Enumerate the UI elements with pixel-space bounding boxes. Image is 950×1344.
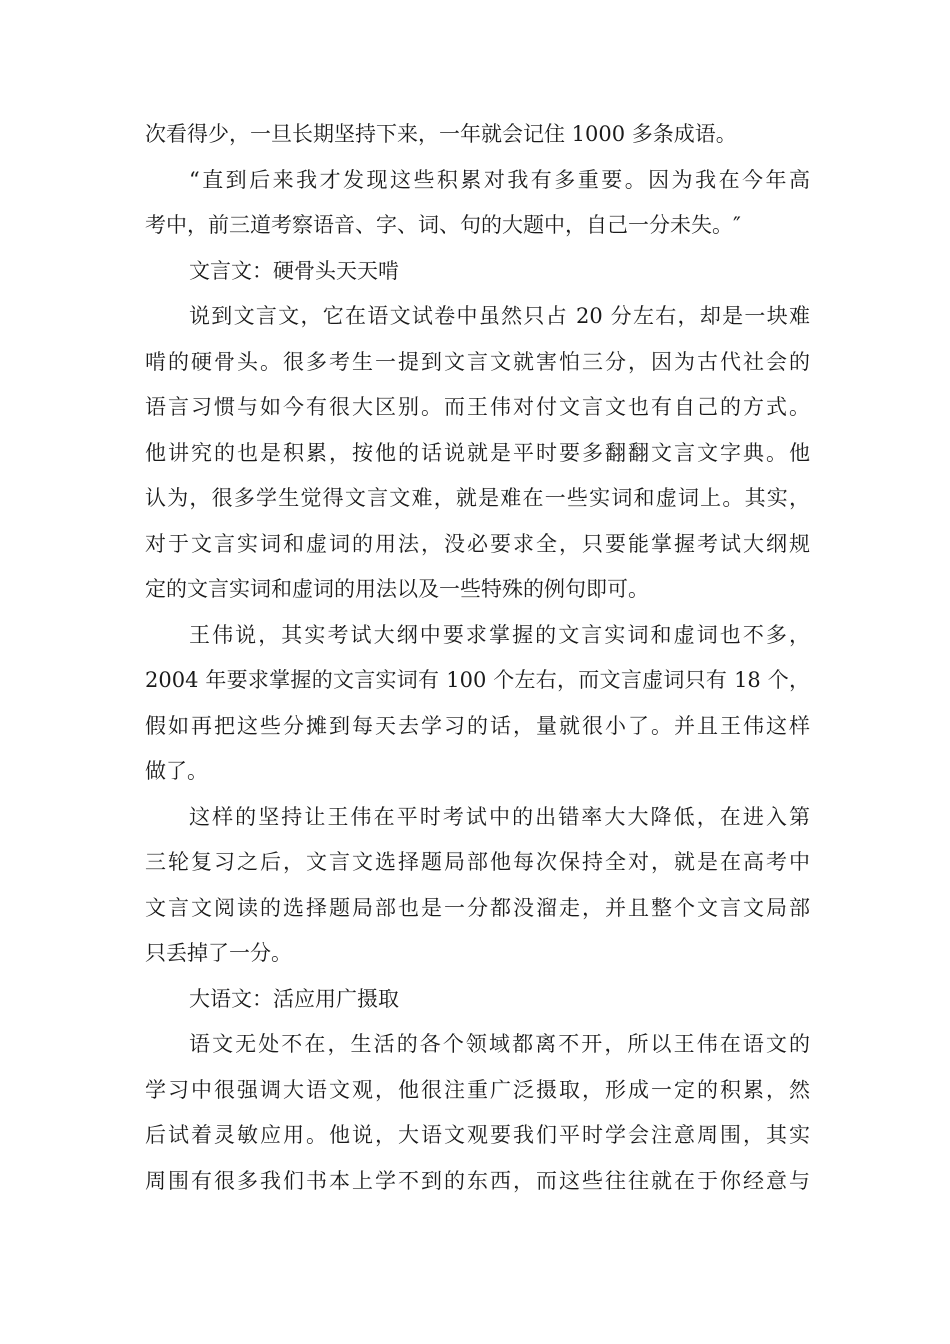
text-line: “直到后来我才发现这些积累对我有多重要。因为我在今年高 [189,167,810,192]
text-line: 这样的坚持让王伟在平时考试中的出错率大大降低，在进入第 [189,804,810,829]
text-line: 考中，前三道考察语音、字、词、句的大题中，自己一分未失。″ [145,213,741,237]
text-line: 对于文言实词和虚词的用法，没必要求全，只要能掌握考试大纲规 [145,531,810,556]
section-heading: 文言文：硬骨头天天啃 [189,258,399,283]
section-heading: 大语文：活应用广摄取 [189,986,399,1011]
text-line: 语言习惯与如今有很大区别。而王伟对付文言文也有自己的方式。 [145,395,810,419]
text-line: 文言文阅读的选择题局部也是一分都没溜走，并且整个文言文局部 [145,895,810,920]
text-line: 学习中很强调大语文观，他很注重广泛摄取，形成一定的积累，然 [145,1077,810,1102]
text-line: 语文无处不在，生活的各个领域都离不开，所以王伟在语文的 [189,1032,810,1056]
text-line: 说到文言文，它在语文试卷中虽然只占 20 分左右，却是一块难 [189,304,810,328]
text-line: 三轮复习之后，文言文选择题局部他每次保持全对，就是在高考中 [145,850,810,874]
text-line: 王伟说，其实考试大纲中要求掌握的文言实词和虚词也不多， [189,622,810,647]
text-line: 后试着灵敏应用。他说，大语文观要我们平时学会注意周围，其实 [145,1123,810,1147]
text-line: 周围有很多我们书本上学不到的东西，而这些往往就在于你经意与 [145,1168,810,1193]
text-line: 啃的硬骨头。很多考生一提到文言文就害怕三分，因为古代社会的 [145,349,810,374]
text-line: 2004 年要求掌握的文言实词有 100 个左右，而文言虚词只有 18 个， [145,668,810,692]
text-line: 只丢掉了一分。 [145,941,292,965]
text-line: 假如再把这些分摊到每天去学习的话，量就很小了。并且王伟这样 [145,713,810,738]
text-line: 次看得少，一旦长期坚持下来，一年就会记住 1000 多条成语。 [145,122,737,146]
text-line: 他讲究的也是积累，按他的话说就是平时要多翻翻文言文字典。他 [145,440,810,465]
text-line: 做了。 [145,759,208,783]
text-line: 定的文言实词和虚词的用法以及一些特殊的例句即可。 [145,577,649,601]
article-body [145,112,810,1204]
text-line: 认为，很多学生觉得文言文难，就是难在一些实词和虚词上。其实， [145,486,810,510]
